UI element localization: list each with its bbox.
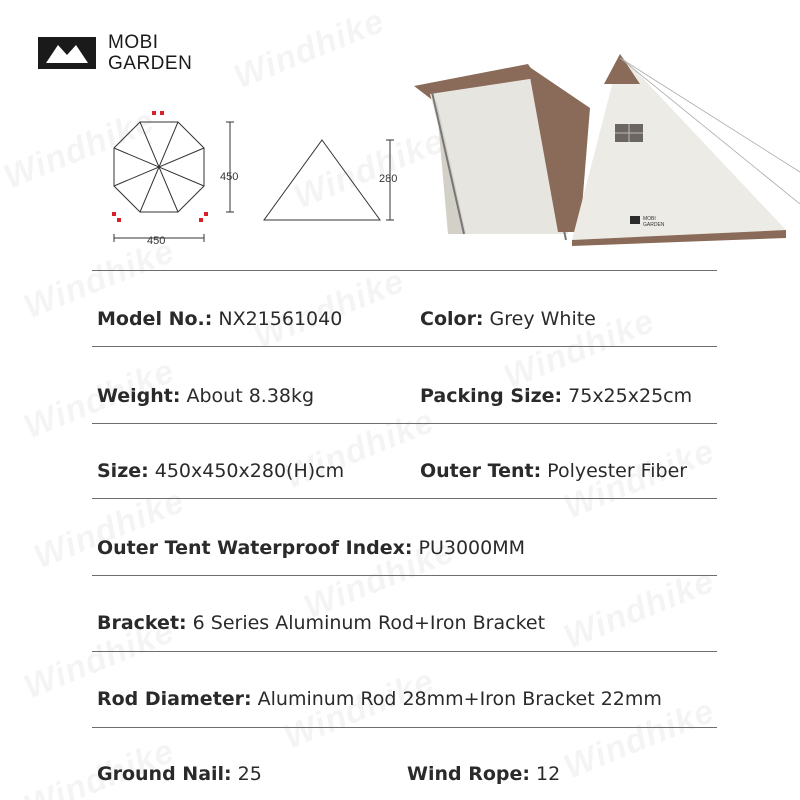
spec-value: PU3000MM: [418, 537, 526, 559]
tent-badge-line2: GARDEN: [643, 222, 665, 228]
brand-name-line1: MOBI: [108, 32, 159, 53]
floor-plan-diagram: [100, 108, 250, 248]
spec-value: 25: [237, 763, 262, 785]
spec-ground-nail: [97, 759, 262, 789]
spec-packing-size: [420, 381, 692, 411]
spec-bracket: [97, 608, 545, 638]
spec-value: 12: [535, 763, 561, 785]
spec-label: Ground Nail:: [97, 763, 232, 785]
spec-label: Rod Diameter:: [97, 688, 252, 710]
tent-product-image: [408, 54, 800, 252]
spec-label: Outer Tent:: [420, 460, 542, 482]
triangle-height-label: 280: [379, 173, 398, 185]
divider: [92, 575, 717, 576]
octagon-height-label: 450: [220, 171, 239, 183]
octagon-width-label: 450: [147, 235, 166, 247]
spec-rod-diameter: [97, 684, 662, 714]
brand-name-line2: GARDEN: [108, 53, 193, 74]
tent-badge-icon: [630, 216, 640, 224]
spec-value: 75x25x25cm: [568, 385, 693, 407]
spec-wind-rope: [407, 759, 560, 789]
spec-label: Packing Size:: [420, 385, 563, 407]
spec-label: Color:: [420, 308, 484, 330]
divider: [92, 498, 717, 499]
spec-label: Model No.:: [97, 308, 213, 330]
spec-value: About 8.38kg: [186, 385, 315, 407]
spec-value: Aluminum Rod 28mm+Iron Bracket 22mm: [257, 688, 662, 710]
spec-label: Bracket:: [97, 612, 187, 634]
spec-value: Grey White: [489, 308, 596, 330]
divider: [92, 346, 717, 347]
spec-value: Polyester Fiber: [547, 460, 688, 482]
brand-name: [108, 32, 192, 74]
spec-value: 6 Series Aluminum Rod+Iron Bracket: [192, 612, 546, 634]
spec-value: NX21561040: [218, 308, 343, 330]
divider: [92, 270, 717, 271]
spec-label: Outer Tent Waterproof Index:: [97, 537, 413, 559]
spec-model: [97, 304, 342, 334]
brand-logo: [36, 32, 192, 74]
spec-label: Weight:: [97, 385, 181, 407]
watermark-text: [228, 2, 390, 98]
spec-color: [420, 304, 596, 334]
spec-label: Wind Rope:: [407, 763, 530, 785]
spec-outer-tent: [420, 456, 687, 486]
divider: [92, 423, 717, 424]
spec-size: [97, 456, 344, 486]
brand-logo-icon: [36, 33, 98, 73]
divider: [92, 727, 717, 728]
watermark-text: [558, 562, 720, 658]
spec-weight: [97, 381, 314, 411]
spec-waterproof-index: [97, 533, 525, 563]
side-view-diagram: [258, 132, 418, 232]
tent-badge-line1: MOBI: [643, 216, 656, 222]
divider: [92, 651, 717, 652]
spec-label: Size:: [97, 460, 149, 482]
spec-value: 450x450x280(H)cm: [154, 460, 345, 482]
